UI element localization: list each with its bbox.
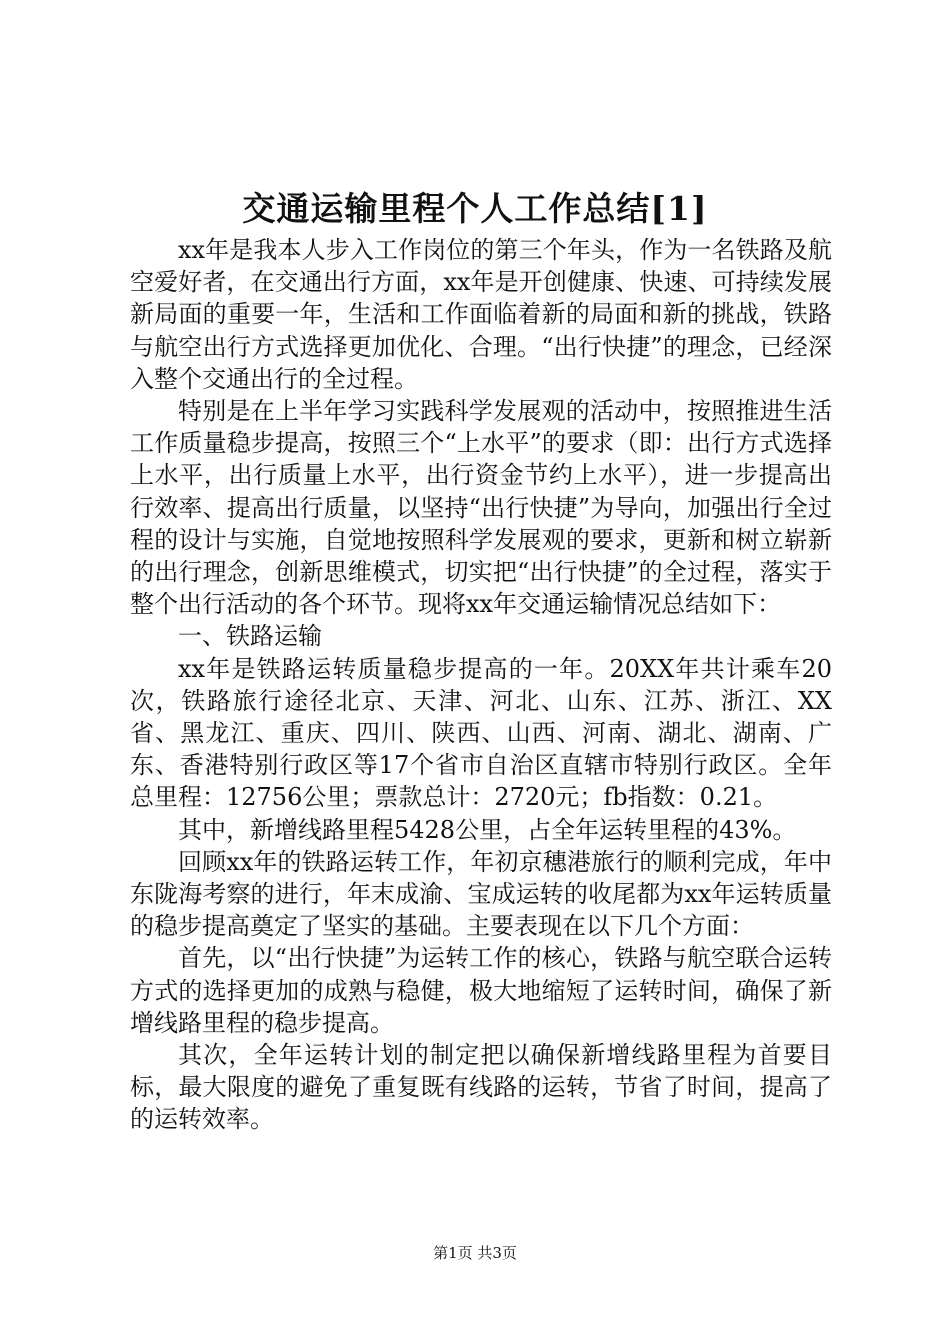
paragraph-railway-summary: xx年是铁路运转质量稳步提高的一年。20XX年共计乘车20次，铁路旅行途径北京、天津、河北、山东、江苏、浙江、XX省、黑龙江、重庆、四川、陕西、山西、河南、湖北、湖南、广东、香港特别行政区等17个省市自治区直辖市特别行政区。全年总里程：12756公里；票款总计：2720元；fb指数：0.21。 [130,654,832,812]
paragraph-first-point: 首先，以“出行快捷”为运转工作的核心，铁路与航空联合运转方式的选择更加的成熟与稳健，极大地缩短了运转时间，确保了新增线路里程的稳步提高。 [130,944,832,1037]
document-title: 交通运输里程个人工作总结[1] [242,189,708,228]
paragraph-background: 特别是在上半年学习实践科学发展观的活动中，按照推进生活工作质量稳步提高，按照三个“上水平”的要求（即：出行方式选择上水平，出行质量上水平，出行资金节约上水平），进一步提高出行效率、提高出行质量，以坚持“出行快捷”为导向，加强出行全过程的设计与实施，自觉地按照科学发展观的要求，更新和树立崭新的出行理念，创新思维模式，切实把“出行快捷”的全过程，落实于整个出行活动的各个环节。现将xx年交通运输情况总结如下： [130,397,832,619]
paragraph-intro: xx年是我本人步入工作岗位的第三个年头，作为一名铁路及航空爱好者，在交通出行方面，xx年是开创健康、快速、可持续发展新局面的重要一年，生活和工作面临着新的局面和新的挑战，铁路与航空出行方式选择更加优化、合理。“出行快捷”的理念，已经深入整个交通出行的全过程。 [130,236,832,393]
paragraph-new-lines: 其中，新增线路里程5428公里，占全年运转里程的43%。 [178,815,797,844]
paragraph-second-point: 其次，全年运转计划的制定把以确保新增线路里程为首要目标，最大限度的避免了重复既有线路的运转，节省了时间，提高了的运转效率。 [130,1041,832,1134]
page-number-footer: 第1页 共3页 [433,1244,517,1262]
document-body [130,234,832,1136]
section-heading-railway: 一、铁路运输 [178,622,322,651]
paragraph-review: 回顾xx年的铁路运转工作，年初京穗港旅行的顺利完成，年中东陇海考察的进行，年末成渝、宝成运转的收尾都为xx年运转质量的稳步提高奠定了坚实的基础。主要表现在以下几个方面： [130,847,832,941]
